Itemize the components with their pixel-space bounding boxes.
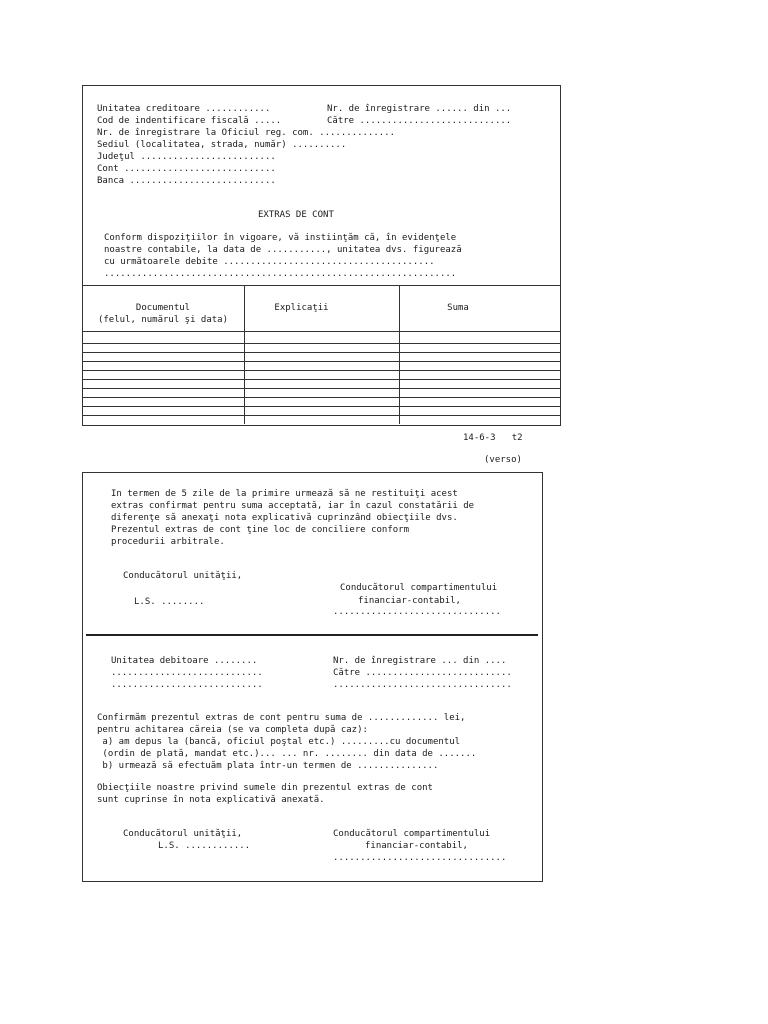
- table-top-border: [82, 285, 560, 286]
- body-line-3: cu următoarele debite .......................................: [104, 257, 435, 267]
- column-header-document: Documentul: [135, 303, 191, 313]
- table-row: [82, 397, 560, 398]
- debtor-registration-field: Nr. de înregistrare ... din ....: [333, 656, 507, 666]
- creditor-line-4: Sediul (localitatea, strada, număr) ..........: [97, 140, 347, 150]
- creditor-line-1: Unitatea creditoare ............: [97, 104, 271, 114]
- column-header-explanations: Explicaţii: [274, 303, 329, 313]
- signature-finance-sublabel: financiar-contabil,: [358, 596, 461, 606]
- creditor-line-6: Cont ............................: [97, 164, 276, 174]
- signature-finance-line: ...............................: [333, 607, 501, 617]
- creditor-line-5: Judeţul .........................: [97, 152, 276, 162]
- table-row: [82, 370, 560, 371]
- signature2-finance-sublabel: financiar-contabil,: [365, 841, 468, 851]
- signature-manager-label: Conducătorul unităţii,: [123, 571, 243, 581]
- debtor-line-2: ............................: [111, 668, 263, 678]
- form-title: EXTRAS DE CONT: [258, 210, 334, 220]
- table-row: [82, 361, 560, 362]
- confirmation-line-5: b) urmează să efectuăm plata într-un termen de ...............: [97, 761, 439, 771]
- creditor-line-3: Nr. de înregistrare la Oficiul reg. com. ..............: [97, 128, 396, 138]
- confirmation-line-2: pentru achitarea căreia (se va completa după caz):: [97, 725, 368, 735]
- confirmation-line-4: (ordin de plată, mandat etc.)... ... nr. ........ din data de .......: [97, 749, 477, 759]
- debtor-line-1: Unitatea debitoare ........: [111, 656, 258, 666]
- return-instructions-line-5: procedurii arbitrale.: [111, 537, 225, 547]
- debtor-addressee-field: Către ...........................: [333, 668, 512, 678]
- return-instructions-line-3: diferenţe să anexaţi nota explicativă cuprinzând obiecţiile dvs.: [111, 513, 458, 523]
- confirmation-line-1: Confirmăm prezentul extras de cont pentru suma de ............. lei,: [97, 713, 466, 723]
- form-code: 14-6-3 t2: [463, 433, 523, 443]
- column-header-amount: Suma: [447, 303, 469, 313]
- objections-line-1: Obiecţiile noastre privind sumele din prezentul extras de cont: [97, 783, 433, 793]
- table-row: [82, 415, 560, 416]
- table-row: [82, 406, 560, 407]
- debtor-extra-line: .................................: [333, 680, 512, 690]
- signature2-manager-label: Conducătorul unităţii,: [123, 829, 243, 839]
- signature2-finance-label: Conducătorul compartimentului: [333, 829, 491, 839]
- body-line-1: Conform dispoziţiilor în vigoare, vă instiinţăm că, în evidenţele: [104, 233, 457, 243]
- signature-finance-label: Conducătorul compartimentului: [340, 583, 498, 593]
- objections-line-2: sunt cuprinse în nota explicativă anexată.: [97, 795, 325, 805]
- verso-label: (verso): [484, 455, 522, 465]
- signature2-finance-line: ................................: [333, 853, 507, 863]
- table-header-bottom: [82, 331, 560, 332]
- registration-number-field: Nr. de înregistrare ...... din ...: [327, 104, 512, 114]
- addressee-field: Către ............................: [327, 116, 512, 126]
- table-row: [82, 388, 560, 389]
- confirmation-line-3: a) am depus la (bancă, oficiul poştal etc.) .........cu documentul: [97, 737, 461, 747]
- creditor-line-7: Banca ...........................: [97, 176, 276, 186]
- section-separator: [86, 634, 538, 636]
- body-line-2: noastre contabile, la data de ..........., unitatea dvs. figurează: [104, 245, 462, 255]
- return-instructions-line-2: extras confirmat pentru suma acceptată, iar în cazul constatării de: [111, 501, 475, 511]
- column-header-document-detail: (felul, numărul şi data): [97, 315, 229, 325]
- table-row: [82, 379, 560, 380]
- return-instructions-line-1: In termen de 5 zile de la primire urmează să ne restituiţi acest: [111, 489, 458, 499]
- creditor-line-2: Cod de indentificare fiscală .....: [97, 116, 282, 126]
- stamp2-placeholder: L.S. ............: [158, 841, 251, 851]
- return-instructions-line-4: Prezentul extras de cont ţine loc de conciliere conform: [111, 525, 410, 535]
- debtor-line-3: ............................: [111, 680, 263, 690]
- body-line-4: .................................................................: [104, 269, 457, 279]
- stamp-placeholder: L.S. ........: [134, 597, 205, 607]
- table-row: [82, 352, 560, 353]
- table-row: [82, 343, 560, 344]
